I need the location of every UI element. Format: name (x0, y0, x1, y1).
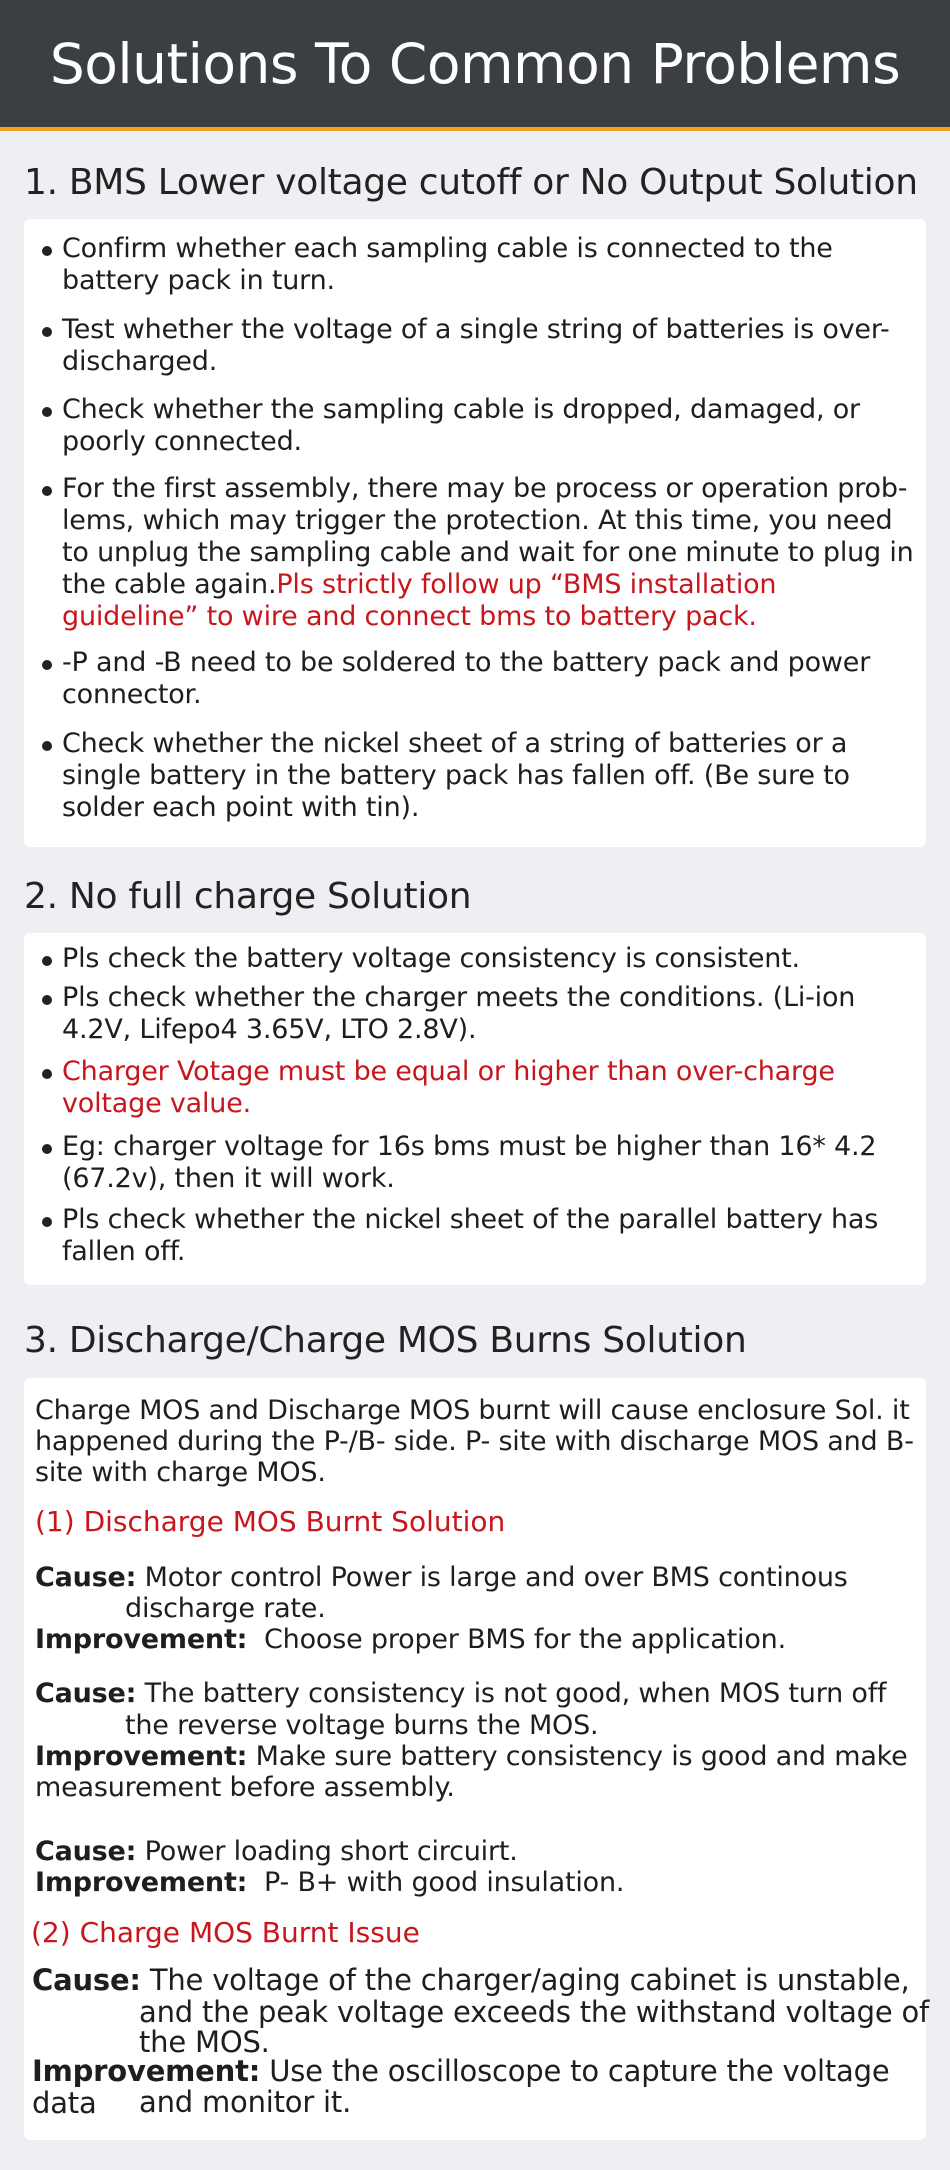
improvement-text: Use the oscilloscope to capture the voltage data (32, 2054, 890, 2120)
cause-label: Cause: (32, 1963, 141, 1997)
improvement-label: Improvement: (32, 2054, 261, 2088)
list-item: Check whether the sampling cable is dropped, damaged, or poorly connected. (40, 394, 916, 458)
cause-text: The battery consistency is not good, when MOS turn off (144, 1678, 887, 1709)
list-item: Test whether the voltage of a single string of batteries is over-discharged. (40, 314, 916, 378)
list-item: Confirm whether each sampling cable is connected to the battery pack in turn. (40, 233, 916, 297)
improvement-3 (35, 1867, 916, 1898)
improvement-1 (35, 1624, 916, 1655)
cause-2-cont: the reverse voltage burns the MOS. (125, 1710, 599, 1741)
discharge-mos-subheading: (1) Discharge MOS Burnt Solution (35, 1505, 506, 1538)
cause-1 (35, 1562, 916, 1593)
improvement-2 (35, 1741, 916, 1803)
section2-title: 2. No full charge Solution (24, 876, 472, 917)
section1-title: 1. BMS Lower voltage cutoff or No Output Solution (24, 162, 918, 203)
cause-text: Power loading short circuirt. (144, 1836, 518, 1867)
list-item (40, 473, 916, 633)
improvement-4-cont: and monitor it. (139, 2085, 352, 2119)
header-banner (0, 0, 950, 131)
improvement-text: P- B+ with good insulation. (264, 1867, 625, 1898)
cause-label: Cause: (35, 1562, 137, 1593)
installation-guideline-note: Pls strictly follow up “BMS installation guideline” to wire and connect bms to battery pack. (62, 569, 777, 632)
list-item: Check whether the nickel sheet of a string of batteries or a single battery in the battery pack has fallen off. (Be sure to solder each point with tin). (40, 728, 916, 824)
cause-4 (32, 1964, 916, 1996)
improvement-label: Improvement: (35, 1624, 248, 1655)
list-item: -P and -B need to be soldered to the battery pack and power connector. (40, 647, 916, 711)
improvement-label: Improvement: (35, 1867, 248, 1898)
list-item: Pls check whether the charger meets the conditions. (Li-ion 4.2V, Lifepo4 3.65V, LTO 2.8V). (40, 982, 916, 1046)
cause-text: Motor control Power is large and over BMS continous (144, 1562, 848, 1593)
list-item: Pls check whether the nickel sheet of the parallel battery has fallen off. (40, 1204, 916, 1268)
list-item: Pls check the battery voltage consistency is consistent. (40, 943, 916, 975)
improvement-text: Choose proper BMS for the application. (264, 1624, 786, 1655)
cause-2 (35, 1678, 916, 1709)
improvement-text: Make sure battery consistency is good and make measurement before assembly. (35, 1741, 908, 1803)
cause-label: Cause: (35, 1836, 137, 1867)
section2-card (24, 933, 926, 1285)
cause-4-cont: the MOS. (139, 2025, 270, 2059)
list-item: Eg: charger voltage for 16s bms must be higher than 16* 4.2 (67.2v), then it will work. (40, 1131, 916, 1195)
section1-card (24, 219, 926, 847)
cause-3 (35, 1836, 916, 1867)
charge-mos-subheading: (2) Charge MOS Burnt Issue (31, 1916, 420, 1949)
section3-title: 3. Discharge/Charge MOS Burns Solution (24, 1320, 747, 1361)
section3-card (24, 1378, 930, 2140)
cause-4-cont: and the peak voltage exceeds the withstand voltage of (139, 1995, 930, 2029)
cause-1-cont: discharge rate. (125, 1593, 326, 1624)
improvement-label: Improvement: (35, 1741, 248, 1772)
list-item-text: For the first assembly, there may be process or operation prob-lems, which may trigger the protection. At this time, you need to unplug the sampling cable and wait for one minute to plug in the cable again. (62, 473, 914, 600)
cause-label: Cause: (35, 1678, 137, 1709)
section3-intro: Charge MOS and Discharge MOS burnt will cause enclosure Sol. it happened during the P-/B- side. P- site with discharge MOS and B-site with charge MOS. (35, 1395, 914, 1488)
cause-text: The voltage of the charger/aging cabinet is unstable, (149, 1963, 910, 1997)
page-title: Solutions To Common Problems (49, 31, 901, 96)
list-item-warning: Charger Votage must be equal or higher than over-charge voltage value. (40, 1056, 916, 1120)
